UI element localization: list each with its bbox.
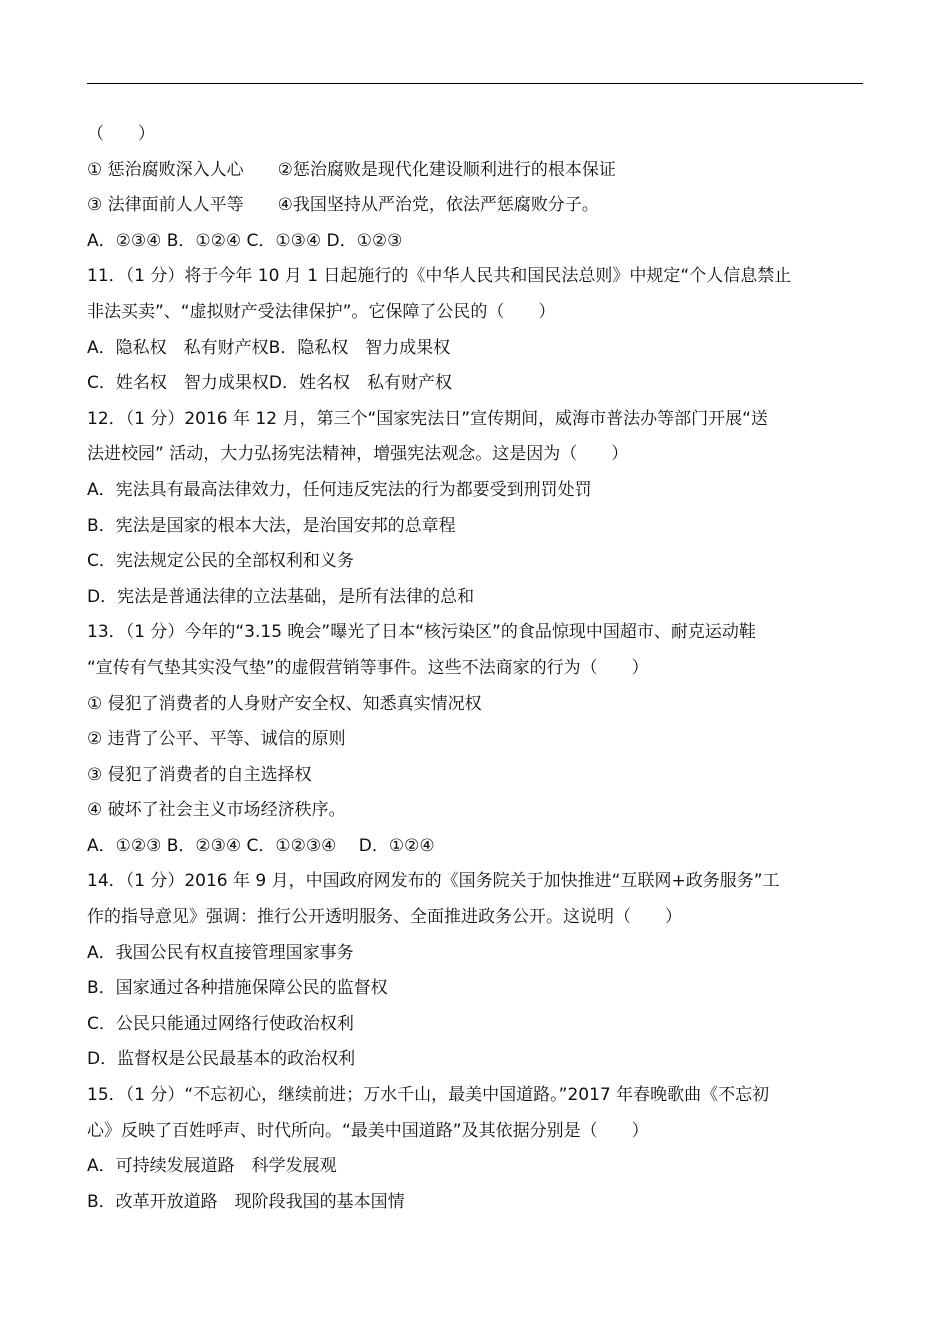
q11-stem-line-2: 非法买卖”、“虚拟财产受法律保护”。它保障了公民的（ ） (87, 301, 556, 322)
q14-option-c: C．公民只能通过网络行使政治权利 (87, 1013, 354, 1034)
header-rule (87, 83, 863, 84)
q10-answer-blank: （ ） (87, 124, 155, 144)
q15-option-a: A．可持续发展道路 科学发展观 (87, 1156, 337, 1177)
q12-stem-line-1: 12．（1 分）2016 年 12 月，第三个“国家宪法日”宣传期间，威海市普法办等部门开展“送 (87, 408, 768, 429)
q12-option-c: C．宪法规定公民的全部权利和义务 (87, 551, 354, 572)
q14-stem-line-1: 14．（1 分）2016 年 9 月，中国政府网发布的《国务院关于加快推进“互联网+政务服务”工 (87, 871, 780, 892)
q15-stem-line-2: 心》反映了百姓呼声、时代所向。“最美中国道路”及其依据分别是（ ） (87, 1120, 649, 1141)
q13-options: A．①②③ B．②③④ C．①②③④ D．①②④ (87, 835, 435, 856)
q11-stem-line-1: 11．（1 分）将于今年 10 月 1 日起施行的《中华人民共和国民法总则》中规定“个人信息禁止 (87, 266, 792, 287)
q12-option-d: D．宪法是普通法律的立法基础，是所有法律的总和 (87, 586, 475, 607)
q10-statement-1-2: ① 惩治腐败深入人心 ②惩治腐败是现代化建设顺利进行的根本保证 (87, 159, 616, 180)
q12-option-b: B．宪法是国家的根本大法，是治国安邦的总章程 (87, 515, 456, 536)
q13-statement-3: ③ 侵犯了消费者的自主选择权 (87, 764, 312, 785)
q13-statement-1: ① 侵犯了消费者的人身财产安全权、知悉真实情况权 (87, 693, 482, 714)
q13-stem-line-1: 13．（1 分）今年的“3.15 晚会”曝光了日本“核污染区”的食品惊现中国超市、耐克运动鞋 (87, 622, 756, 643)
q12-stem-line-2: 法进校园” 活动，大力弘扬宪法精神，增强宪法观念。这是因为（ ） (87, 444, 629, 465)
q10-options: A．②③④ B．①②④ C．①③④ D．①②③ (87, 230, 403, 251)
q11-options-cd: C．姓名权 智力成果权D．姓名权 私有财产权 (87, 373, 452, 394)
q13-statement-4: ④ 破坏了社会主义市场经济秩序。 (87, 800, 346, 821)
q15-stem-line-1: 15．（1 分）“不忘初心，继续前进；万水千山，最美中国道路。”2017 年春晚歌曲《不忘初 (87, 1085, 770, 1106)
q13-statement-2: ② 违背了公平、平等、诚信的原则 (87, 729, 346, 750)
q13-stem-line-2: “宣传有气垫其实没气垫”的虚假营销等事件。这些不法商家的行为（ ） (87, 657, 649, 678)
q14-option-a: A．我国公民有权直接管理国家事务 (87, 942, 354, 963)
q15-option-b: B．改革开放道路 现阶段我国的基本国情 (87, 1191, 405, 1212)
q14-option-b: B．国家通过各种措施保障公民的监督权 (87, 978, 388, 999)
document-body (87, 117, 877, 1220)
q12-option-a: A．宪法具有最高法律效力，任何违反宪法的行为都要受到刑罚处罚 (87, 479, 592, 500)
q10-statement-3-4: ③ 法律面前人人平等 ④我国坚持从严治党，依法严惩腐败分子。 (87, 195, 599, 216)
q14-stem-line-2: 作的指导意见》强调：推行公开透明服务、全面推进政务公开。这说明（ ） (87, 907, 682, 928)
q11-options-ab: A．隐私权 私有财产权B．隐私权 智力成果权 (87, 337, 451, 358)
q14-option-d: D．监督权是公民最基本的政治权利 (87, 1049, 356, 1070)
